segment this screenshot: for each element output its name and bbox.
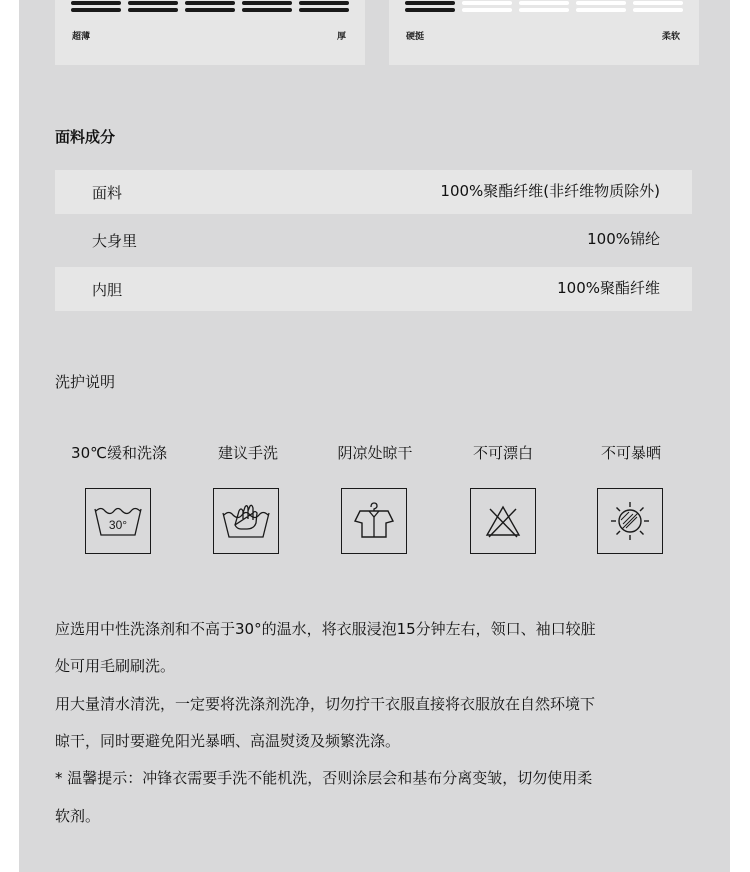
scale-segment <box>128 8 178 12</box>
no-sun-icon-box <box>597 488 663 554</box>
instruction-line: 晾干，同时要避免阳光暴晒、高温熨烫及频繁洗涤。 <box>55 732 401 750</box>
fabric-row-name: 面料 <box>92 184 123 202</box>
care-label: 不可漂白 <box>472 444 533 462</box>
scale-segment <box>299 8 349 12</box>
care-section-title: 洗护说明 <box>55 373 116 391</box>
no-sun-icon <box>606 497 654 545</box>
scale-left-label: 超薄 <box>72 32 91 42</box>
fabric-row <box>55 218 692 262</box>
scale-segment <box>462 1 512 5</box>
scale-segment <box>71 1 121 5</box>
scale-segment <box>405 8 455 12</box>
instruction-line: 软剂。 <box>55 807 101 825</box>
scale-segment <box>128 1 178 5</box>
fabric-row-value: 100%锦纶 <box>587 230 660 248</box>
scale-segment <box>185 8 235 12</box>
scale-right-label: 厚 <box>336 32 346 42</box>
wash-30-icon <box>92 501 144 541</box>
fabric-row-value: 100%聚酯纤维(非纤维物质除外) <box>440 182 660 200</box>
scale-left-label: 硬挺 <box>406 32 425 42</box>
scale-segment <box>576 1 626 5</box>
scale-right-label: 柔软 <box>661 32 680 42</box>
instruction-line: * 温馨提示：冲锋衣需要手洗不能机洗，否则涂层会和基布分离变皱，切勿使用柔 <box>55 769 593 787</box>
care-label: 阴凉处晾干 <box>337 444 413 462</box>
no-bleach-icon-box <box>470 488 536 554</box>
thickness-scale-bars <box>71 0 349 14</box>
drip-dry-shade-icon <box>350 497 398 545</box>
instruction-line: 用大量清水清洗，一定要将洗涤剂洗净，切勿拧干衣服直接将衣服放在自然环境下 <box>55 695 596 713</box>
scale-segment <box>462 8 512 12</box>
drip-dry-shade-icon-box <box>341 488 407 554</box>
fabric-row-value: 100%聚酯纤维 <box>557 279 660 297</box>
fabric-row <box>55 267 692 311</box>
scale-segment <box>242 1 292 5</box>
care-label: 建议手洗 <box>217 444 278 462</box>
scale-segment <box>633 8 683 12</box>
care-label: 30℃缓和洗涤 <box>71 444 167 462</box>
hand-wash-icon-box <box>213 488 279 554</box>
thickness-scale-card <box>55 0 365 65</box>
softness-scale-bars <box>405 0 683 14</box>
fabric-section-title: 面料成分 <box>55 128 116 146</box>
fabric-row <box>55 170 692 214</box>
care-label: 不可暴晒 <box>600 444 661 462</box>
wash-30-icon-box <box>85 488 151 554</box>
scale-segment <box>242 8 292 12</box>
scale-segment <box>185 1 235 5</box>
fabric-row-name: 内胆 <box>92 281 123 299</box>
scale-segment <box>576 8 626 12</box>
instruction-line: 处可用毛刷刷洗。 <box>55 657 176 675</box>
scale-segment <box>71 8 121 12</box>
scale-segment <box>633 1 683 5</box>
instruction-line: 应选用中性洗涤剂和不高于30°的温水，将衣服浸泡15分钟左右，领口、袖口较脏 <box>55 620 596 638</box>
scale-segment <box>519 1 569 5</box>
scale-segment <box>519 8 569 12</box>
no-bleach-icon <box>481 501 525 541</box>
scale-segment <box>405 1 455 5</box>
scale-segment <box>299 1 349 5</box>
fabric-row-name: 大身里 <box>92 232 138 250</box>
hand-wash-icon <box>221 499 271 543</box>
wash-temp-text: 30° <box>108 518 128 532</box>
softness-scale-card <box>389 0 699 65</box>
